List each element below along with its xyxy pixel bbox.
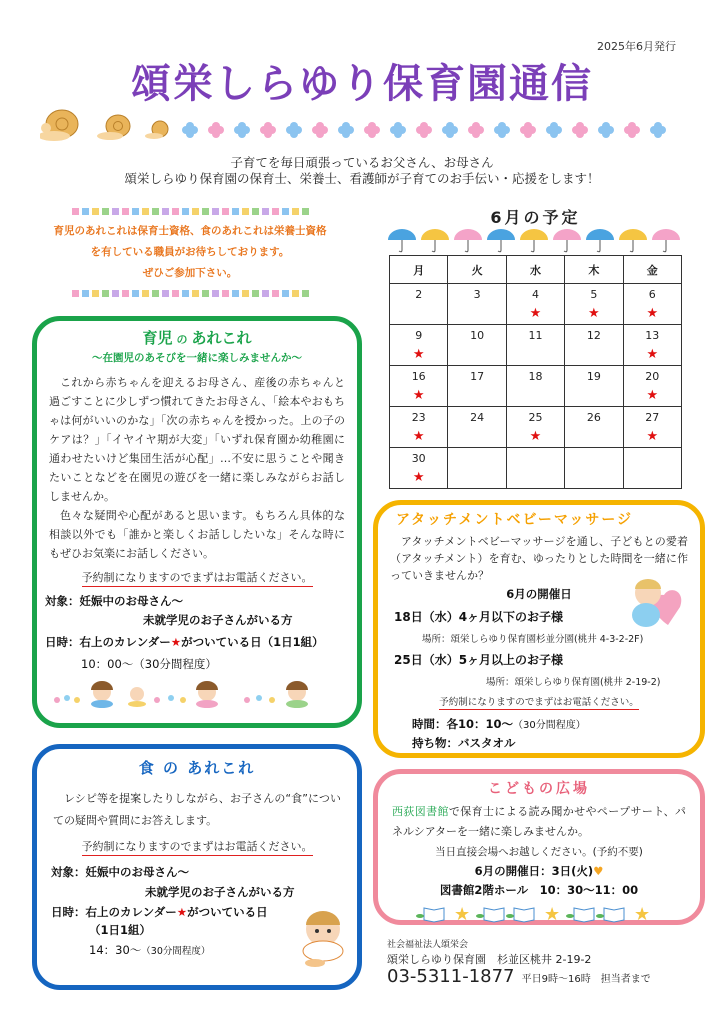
book-icon (566, 908, 594, 922)
day-number: 18 (528, 370, 543, 383)
phone-hours: 平日9時～16時 担当者まで (521, 974, 651, 985)
snail-icon (40, 110, 78, 141)
baby-icon (91, 681, 113, 708)
ikuji-body: 色々な疑問や心配があると思います。もちろん具体的な相談以外でも「誰かと楽しくお話ししたいな」そんな時にもぜひお気楽にお話しください。 (49, 509, 345, 560)
calendar-day-cell (565, 407, 623, 448)
calendar-day-cell (448, 284, 506, 325)
massage-session: 18日（水）4ヶ月以下のお子様 (394, 610, 564, 624)
hydrangea-flower-icon (364, 122, 380, 138)
shoku-body: レシピ等を提案したりしながら、お子さんの“食”についての疑問や質問にお答えします。 (53, 792, 341, 827)
baby-icon (196, 681, 218, 708)
calendar-day-cell (506, 366, 564, 407)
hiroba-direct: 当日直接会場へお越しください。(予約不要) (435, 846, 643, 858)
baby-icon (286, 681, 308, 708)
calendar-day-cell (623, 366, 681, 407)
ikuji-box (32, 316, 362, 728)
confetti-dot (262, 290, 269, 297)
confetti-dots (40, 290, 340, 297)
confetti-dot (172, 208, 179, 215)
star-icon (634, 904, 650, 924)
notice (40, 208, 340, 297)
calendar-day-cell (448, 366, 506, 407)
event-star-icon: ★ (412, 388, 425, 403)
calendar-week-row (390, 448, 682, 489)
hydrangea-flower-icon (546, 122, 562, 138)
day-number: 2 (415, 288, 423, 301)
shoku-target: 未就学児のお子さんがいる方 (145, 885, 295, 899)
event-star-icon: ★ (529, 306, 542, 321)
notice-line: ぜひご参加下さい。 (142, 267, 238, 279)
day-number: 27 (645, 411, 660, 424)
day-number: 13 (645, 329, 660, 342)
calendar-day-cell (390, 366, 448, 407)
confetti-dot (162, 290, 169, 297)
calendar-week-row (390, 407, 682, 448)
day-number: 16 (411, 370, 426, 383)
confetti-dot (272, 208, 279, 215)
day-number: 30 (411, 452, 426, 465)
confetti-dot (112, 208, 119, 215)
confetti-dot (92, 290, 99, 297)
day-number: 4 (531, 288, 539, 301)
hydrangea-flower-icon (338, 122, 354, 138)
calendar-table (389, 255, 682, 489)
shoku-box (32, 744, 362, 990)
confetti-dot (92, 208, 99, 215)
event-star-icon: ★ (412, 470, 425, 485)
phone-number[interactable]: 03-5311-1877 (387, 966, 515, 987)
hydrangea-flower-icon (312, 122, 328, 138)
umbrella-icon (487, 229, 515, 252)
hiroba-body: 西荻図書館で保育士による読み聞かせやペープサート、パネルシアターを一緒に楽しみませんか。 (392, 805, 686, 838)
calendar-day-cell (506, 284, 564, 325)
calendar-day-cell (565, 284, 623, 325)
confetti-dot (222, 208, 229, 215)
heart-icon: ♥ (593, 864, 604, 878)
confetti-dot (182, 208, 189, 215)
confetti-dot (82, 290, 89, 297)
notice-line: 育児のあれこれは保育士資格、食のあれこれは栄養士資格 (53, 225, 327, 237)
day-number: 9 (415, 329, 423, 342)
calendar-day-cell (623, 325, 681, 366)
weekday-header: 月 (390, 256, 448, 284)
footer-org: 社会福祉法人頌栄会 (387, 940, 469, 950)
hydrangea-flower-icon (416, 122, 432, 138)
calendar-day-cell (448, 407, 506, 448)
confetti-dot (72, 208, 79, 215)
confetti-dot (102, 290, 109, 297)
event-star-icon: ★ (588, 306, 600, 321)
confetti-dot (302, 208, 309, 215)
confetti-dot (262, 208, 269, 215)
massage-time: 時間：各10：10～（30分間程度） (412, 717, 586, 731)
star-icon: ★ (170, 635, 182, 649)
hydrangea-flower-icon (624, 122, 640, 138)
confetti-dot (112, 290, 119, 297)
hydrangea-flower-icon (650, 122, 666, 138)
day-number: 23 (411, 411, 426, 424)
event-star-icon: ★ (412, 429, 425, 444)
calendar-day-cell (390, 325, 448, 366)
babies-decoration (47, 678, 347, 708)
footer-contact (387, 966, 651, 987)
hydrangea-flower-icon (234, 122, 250, 138)
shoku-target: 対象：妊娠中のお母さん～ (51, 865, 189, 879)
calendar-title: 6月の予定 (490, 208, 581, 227)
intro (0, 155, 724, 187)
umbrella-icon (421, 229, 449, 252)
event-star-icon: ★ (412, 347, 425, 362)
hydrangea-flower-icon (520, 122, 536, 138)
ikuji-body: これから赤ちゃんを迎えるお母さん、産後の赤ちゃんと過ごすことに少しずつ慣れてきたお母さん、「絵本やおもちゃは何がいいのかな」「次の赤ちゃんを授かった。上の子のケアは？」「イヤイヤ期が大変」「いずれ保育園か幼稚園に通わせたいけど集団生活が心配」…不安に思うことや聞きたいことなどを在園児の遊びを一緒に楽しみながらお話ししませんか。 (49, 376, 345, 503)
confetti-dot (122, 208, 129, 215)
day-number: 26 (586, 411, 601, 424)
calendar-day-cell (623, 284, 681, 325)
calendar-day-cell (506, 325, 564, 366)
confetti-dot (252, 208, 259, 215)
umbrella-row (386, 226, 684, 254)
weekday-header: 水 (506, 256, 564, 284)
event-star-icon: ★ (646, 388, 659, 403)
calendar-day-cell (623, 448, 681, 489)
confetti-dot (142, 290, 149, 297)
ikuji-time: 10：00～（30分間程度） (81, 657, 217, 671)
shoku-title: 食 の あれこれ (138, 759, 256, 777)
massage-body: アタッチメントベビーマッサージを通し、子どもとの愛着（アタッチメント）を育む、ゆったりとした時間を一緒に作っていきませんか？ (390, 535, 688, 582)
issue-date: 2025年6月発行 (597, 40, 676, 53)
massage-dates-title: 6月の開催日 (506, 587, 572, 601)
ikuji-title: 育児 の あれこれ (142, 329, 252, 347)
hiroba-date: 6月の開催日：3日(火)♥ (474, 864, 604, 878)
massage-reserve: 予約制になりますのでまずはお電話ください。 (378, 694, 700, 710)
confetti-dot (222, 290, 229, 297)
hydrangea-flower-icon (390, 122, 406, 138)
event-star-icon: ★ (529, 429, 542, 444)
umbrella-icon (520, 229, 548, 252)
day-number: 17 (470, 370, 485, 383)
umbrella-icon (388, 229, 416, 252)
confetti-dot (242, 290, 249, 297)
confetti-dot (242, 208, 249, 215)
books-decoration (414, 902, 664, 924)
confetti-dot (172, 290, 179, 297)
calendar-day-cell (565, 366, 623, 407)
confetti-dot (142, 208, 149, 215)
confetti-dot (282, 208, 289, 215)
confetti-dot (212, 290, 219, 297)
confetti-dot (302, 290, 309, 297)
confetti-dot (102, 208, 109, 215)
confetti-dot (152, 290, 159, 297)
confetti-dot (292, 290, 299, 297)
calendar-week-row (390, 366, 682, 407)
baby-heart-icon (628, 575, 690, 631)
newsletter-title: 頌栄しらゆり保育園通信 (131, 61, 593, 107)
calendar-week-row (390, 325, 682, 366)
hydrangea-flower-icon (494, 122, 510, 138)
day-number: 19 (586, 370, 601, 383)
hydrangea-flower-icon (286, 122, 302, 138)
event-star-icon: ★ (646, 347, 659, 362)
shoku-date: （1日1組） (89, 923, 152, 937)
calendar-day-cell (448, 448, 506, 489)
day-number: 20 (645, 370, 660, 383)
event-star-icon: ★ (646, 306, 659, 321)
day-number: 3 (473, 288, 481, 301)
confetti-dot (232, 208, 239, 215)
calendar-day-cell (390, 407, 448, 448)
event-star-icon: ★ (646, 429, 659, 444)
footer-address: 頌栄しらゆり保育園 杉並区桃井 2-19-2 (387, 953, 592, 966)
day-number: 6 (648, 288, 656, 301)
confetti-dot (152, 208, 159, 215)
hydrangea-flower-icon (260, 122, 276, 138)
confetti-dot (132, 290, 139, 297)
confetti-dot (192, 290, 199, 297)
shoku-date: 日時：右上のカレンダー★がついている日 (51, 905, 268, 919)
umbrella-icon (586, 229, 614, 252)
confetti-dot (212, 208, 219, 215)
notice-line: を有している職員がお待ちしております。 (90, 246, 290, 258)
ikuji-target: 未就学児のお子さんがいる方 (143, 613, 293, 627)
book-icon (596, 908, 624, 922)
umbrella-icon (454, 229, 482, 252)
star-icon (544, 904, 560, 924)
weekday-header: 火 (448, 256, 506, 284)
hydrangea-flower-icon (208, 122, 224, 138)
book-icon (476, 908, 504, 922)
calendar-day-cell (506, 448, 564, 489)
day-number: 11 (528, 329, 543, 342)
confetti-dot (202, 290, 209, 297)
library-name: 西荻図書館 (392, 805, 449, 818)
hydrangea-flower-icon (598, 122, 614, 138)
calendar-day-cell (565, 448, 623, 489)
snail-flower-garland (40, 102, 680, 142)
weekday-header: 木 (565, 256, 623, 284)
massage-bring: 持ち物：バスタオル (412, 736, 516, 750)
calendar-day-cell (390, 284, 448, 325)
confetti-dot (192, 208, 199, 215)
day-number: 10 (470, 329, 485, 342)
hiroba-box (373, 769, 705, 925)
ikuji-reserve: 予約制になりますのでまずはお電話ください。 (37, 569, 357, 587)
confetti-dot (292, 208, 299, 215)
shoku-reserve: 予約制になりますのでまずはお電話ください。 (37, 838, 357, 856)
confetti-dot (232, 290, 239, 297)
hiroba-title: こどもの広場 (488, 781, 590, 797)
star-icon (454, 904, 470, 924)
massage-session: 25日（水）5ヶ月以上のお子様 (394, 653, 564, 667)
calendar-day-cell (623, 407, 681, 448)
weekday-header: 金 (623, 256, 681, 284)
snail-icon (145, 121, 168, 139)
confetti-dot (182, 290, 189, 297)
confetti-dot (132, 208, 139, 215)
confetti-dot (72, 290, 79, 297)
confetti-dots (40, 208, 340, 215)
calendar-header-row (390, 256, 682, 284)
umbrella-icon (553, 229, 581, 252)
day-number: 24 (470, 411, 485, 424)
umbrella-icon (652, 229, 680, 252)
hydrangea-garland (182, 122, 666, 138)
shoku-time: 14：30～（30分間程度） (89, 943, 211, 957)
snail-icon (97, 115, 130, 140)
svg-text:★: ★ (454, 904, 471, 924)
calendar-week-row (390, 284, 682, 325)
star-icon: ★ (176, 905, 188, 919)
confetti-dot (122, 290, 129, 297)
baby-icon (128, 687, 146, 707)
confetti-dot (202, 208, 209, 215)
confetti-dot (282, 290, 289, 297)
book-icon (416, 908, 444, 922)
confetti-dot (82, 208, 89, 215)
intro-line: 頌栄しらゆり保育園の保育士、栄養士、看護師が子育てのお手伝い・応援をします！ (124, 171, 600, 186)
svg-text:★: ★ (634, 904, 651, 924)
hiroba-place: 図書館2階ホール 10：30～11：00 (439, 883, 639, 897)
calendar-day-cell (565, 325, 623, 366)
hydrangea-flower-icon (572, 122, 588, 138)
svg-text:★: ★ (544, 904, 561, 924)
hydrangea-flower-icon (182, 122, 198, 138)
ikuji-target: 対象：妊娠中のお母さん～ (45, 594, 183, 608)
massage-place: 場所：頌栄しらゆり保育園(桃井 2-19-2) (486, 677, 661, 688)
intro-line: 子育てを毎日頑張っているお父さん、お母さん (230, 155, 494, 170)
baby-eating-icon (295, 907, 351, 969)
hydrangea-flower-icon (468, 122, 484, 138)
massage-place: 場所：頌栄しらゆり保育園杉並分園(桃井 4-3-2-2F) (422, 634, 644, 645)
calendar-day-cell (390, 448, 448, 489)
confetti-dot (272, 290, 279, 297)
ikuji-date: 日時：右上のカレンダー★がついている日（1日1組） (45, 635, 324, 649)
calendar-day-cell (506, 407, 564, 448)
confetti-dot (162, 208, 169, 215)
day-number: 25 (528, 411, 543, 424)
confetti-dot (252, 290, 259, 297)
umbrella-icon (619, 229, 647, 252)
massage-title: アタッチメントベビーマッサージ (396, 512, 634, 528)
hydrangea-flower-icon (442, 122, 458, 138)
massage-box (373, 500, 705, 758)
ikuji-subtitle: ～在園児のあそびを一緒に楽しみませんか～ (92, 352, 302, 364)
day-number: 5 (590, 288, 598, 301)
day-number: 12 (586, 329, 601, 342)
calendar-day-cell (448, 325, 506, 366)
book-icon (506, 908, 534, 922)
